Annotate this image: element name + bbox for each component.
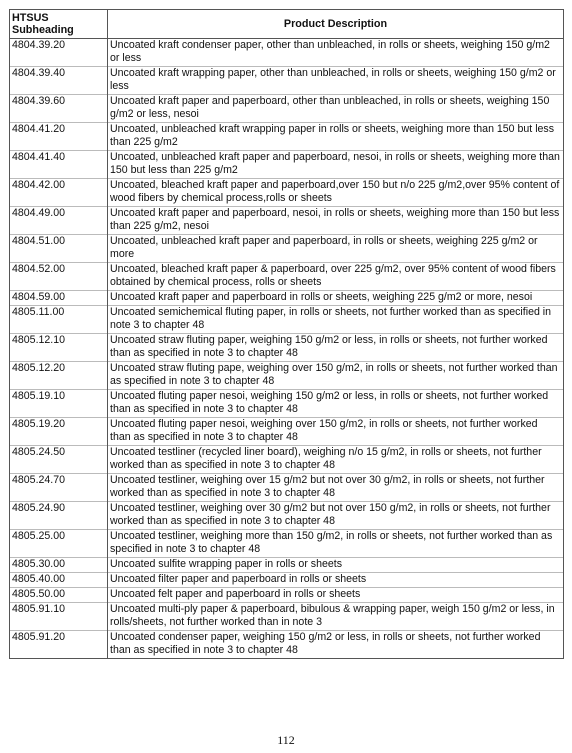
header-hts-subheading — [10, 10, 108, 39]
hts-code-cell: 4805.91.10 — [10, 603, 108, 631]
hts-code-cell: 4804.41.40 — [10, 151, 108, 179]
table-row — [10, 390, 564, 418]
description-cell: Uncoated kraft wrapping paper, other than unbleached, in rolls or sheets, weighing 150 g/m2 or less — [108, 67, 564, 95]
description-cell: Uncoated testliner, weighing over 15 g/m2 but not over 30 g/m2, in rolls or sheets, not further worked than as specified in note 3 to chapter 48 — [108, 474, 564, 502]
hts-code-cell: 4805.40.00 — [10, 573, 108, 588]
description-cell: Uncoated fluting paper nesoi, weighing over 150 g/m2, in rolls or sheets, not further worked than as specified in note 3 to chapter 48 — [108, 418, 564, 446]
description-cell: Uncoated, unbleached kraft paper and paperboard, nesoi, in rolls or sheets, weighing more than 150 but less than 225 g/m2 — [108, 151, 564, 179]
hts-code-cell: 4804.59.00 — [10, 291, 108, 306]
table-row — [10, 235, 564, 263]
hts-code-cell: 4805.19.20 — [10, 418, 108, 446]
table-row — [10, 207, 564, 235]
description-cell: Uncoated straw fluting paper, weighing 150 g/m2 or less, in rolls or sheets, not further worked than as specified in note 3 to chapter 48 — [108, 334, 564, 362]
hts-code-cell: 4804.49.00 — [10, 207, 108, 235]
table-row — [10, 306, 564, 334]
table-row — [10, 530, 564, 558]
hts-code-cell: 4804.42.00 — [10, 179, 108, 207]
table-row — [10, 502, 564, 530]
description-cell: Uncoated kraft paper and paperboard, other than unbleached, in rolls or sheets, weighing 150 g/m2 or less, nesoi — [108, 95, 564, 123]
hts-code-cell: 4805.19.10 — [10, 390, 108, 418]
description-cell: Uncoated semichemical fluting paper, in rolls or sheets, not further worked than as specified in note 3 to chapter 48 — [108, 306, 564, 334]
hts-code-cell: 4804.39.60 — [10, 95, 108, 123]
hts-code-cell: 4805.25.00 — [10, 530, 108, 558]
description-cell: Uncoated testliner, weighing more than 150 g/m2, in rolls or sheets, not further worked than as specified in note 3 to chapter 48 — [108, 530, 564, 558]
hts-table — [9, 9, 564, 659]
description-cell: Uncoated, unbleached kraft wrapping paper in rolls or sheets, weighing more than 150 but less than 225 g/m2 — [108, 123, 564, 151]
hts-code-cell: 4805.30.00 — [10, 558, 108, 573]
description-cell: Uncoated straw fluting pape, weighing over 150 g/m2, in rolls or sheets, not further worked than as specified in note 3 to chapter 48 — [108, 362, 564, 390]
table-row — [10, 179, 564, 207]
description-cell: Uncoated testliner, weighing over 30 g/m2 but not over 150 g/m2, in rolls or sheets, not further worked than as specified in note 3 to chapter 48 — [108, 502, 564, 530]
description-cell: Uncoated filter paper and paperboard in rolls or sheets — [108, 573, 564, 588]
table-row — [10, 362, 564, 390]
hts-code-cell: 4804.39.40 — [10, 67, 108, 95]
hts-code-cell: 4805.12.20 — [10, 362, 108, 390]
table-row — [10, 263, 564, 291]
description-cell: Uncoated kraft paper and paperboard in rolls or sheets, weighing 225 g/m2 or more, nesoi — [108, 291, 564, 306]
table-row — [10, 558, 564, 573]
hts-code-cell: 4805.24.90 — [10, 502, 108, 530]
hts-code-cell: 4805.24.70 — [10, 474, 108, 502]
table-row — [10, 95, 564, 123]
hts-code-cell: 4805.91.20 — [10, 631, 108, 659]
description-cell: Uncoated sulfite wrapping paper in rolls or sheets — [108, 558, 564, 573]
table-row — [10, 588, 564, 603]
hts-code-cell: 4805.24.50 — [10, 446, 108, 474]
description-cell: Uncoated, bleached kraft paper and paperboard,over 150 but n/o 225 g/m2,over 95% content of wood fibers by chemical process,rolls or sheets — [108, 179, 564, 207]
description-cell: Uncoated multi-ply paper & paperboard, bibulous & wrapping paper, weigh 150 g/m2 or less, in rolls/sheets, not further worked than in note 3 — [108, 603, 564, 631]
description-cell: Uncoated, bleached kraft paper & paperboard, over 225 g/m2, over 95% content of wood fibers obtained by chemical process, rolls or sheets — [108, 263, 564, 291]
table-row — [10, 631, 564, 659]
description-cell: Uncoated testliner (recycled liner board), weighing n/o 15 g/m2, in rolls or sheets, not further worked than as specified in note 3 to chapter 48 — [108, 446, 564, 474]
table-row — [10, 39, 564, 67]
table-row — [10, 573, 564, 588]
table-row — [10, 603, 564, 631]
hts-code-cell: 4804.39.20 — [10, 39, 108, 67]
table-row — [10, 67, 564, 95]
description-cell: Uncoated, unbleached kraft paper and paperboard, in rolls or sheets, weighing 225 g/m2 or more — [108, 235, 564, 263]
description-cell: Uncoated kraft paper and paperboard, nesoi, in rolls or sheets, weighing more than 150 but less than 225 g/m2, nesoi — [108, 207, 564, 235]
hts-code-cell: 4805.11.00 — [10, 306, 108, 334]
table-row — [10, 334, 564, 362]
hts-code-cell: 4805.12.10 — [10, 334, 108, 362]
hts-code-cell: 4804.52.00 — [10, 263, 108, 291]
hts-code-cell: 4804.51.00 — [10, 235, 108, 263]
header-line-2: Subheading — [12, 24, 74, 36]
description-cell: Uncoated kraft condenser paper, other than unbleached, in rolls or sheets, weighing 150 g/m2 or less — [108, 39, 564, 67]
header-product-description: Product Description — [108, 10, 564, 39]
header-line-1: HTSUS — [12, 12, 49, 24]
description-cell: Uncoated condenser paper, weighing 150 g/m2 or less, in rolls or sheets, not further worked than as specified in note 3 to chapter 48 — [108, 631, 564, 659]
page-number: 112 — [277, 733, 295, 747]
table-row — [10, 291, 564, 306]
description-cell: Uncoated fluting paper nesoi, weighing 150 g/m2 or less, in rolls or sheets, not further worked than as specified in note 3 to chapter 48 — [108, 390, 564, 418]
hts-code-cell: 4804.41.20 — [10, 123, 108, 151]
description-cell: Uncoated felt paper and paperboard in rolls or sheets — [108, 588, 564, 603]
header-row — [10, 10, 564, 39]
table-row — [10, 446, 564, 474]
table-row — [10, 418, 564, 446]
table-row — [10, 151, 564, 179]
hts-code-cell: 4805.50.00 — [10, 588, 108, 603]
table-row — [10, 123, 564, 151]
table-row — [10, 474, 564, 502]
